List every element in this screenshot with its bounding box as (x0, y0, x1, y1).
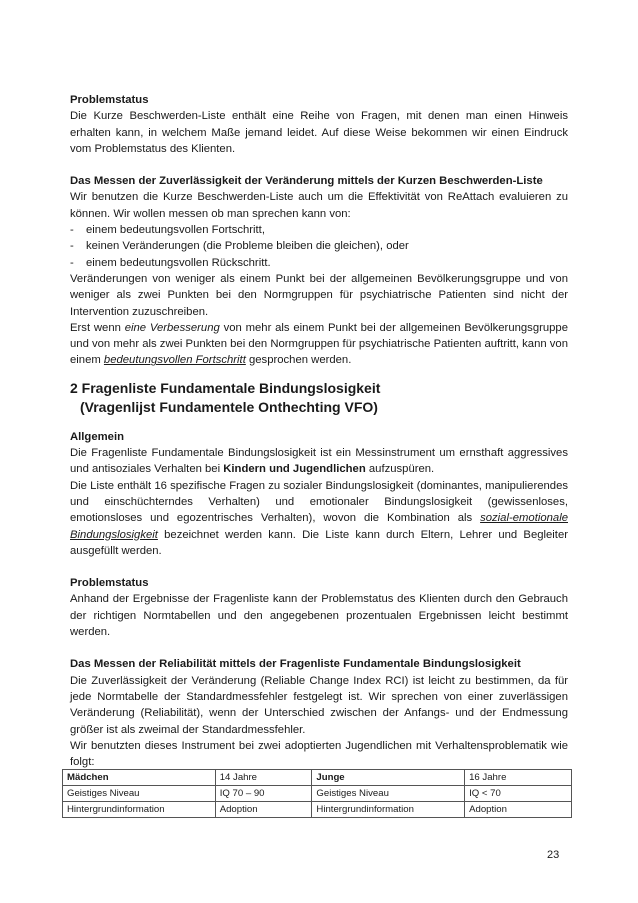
measure-paragraph-improvement: Erst wenn eine Verbesserung von mehr als einem Punkt bei der allgemeinen Bevölkerungsgruppe und von mehr als zwei Punkten bei den Normgruppen für psychiatrische Patienten auftritt, kann von einem bedeutungsvollen Fortschritt gesprochen werden. (70, 321, 568, 367)
problemstatus-heading: Problemstatus (70, 94, 149, 106)
table-row (63, 786, 572, 802)
measure-paragraph: Veränderungen von weniger als einem Punkt bei der allgemeinen Bevölkerungsgruppe und von weniger als zwei Punkten bei den Normgruppen für psychiatrische Patienten sind nicht der Intervention zuzuschreiben. (70, 272, 568, 318)
table-cell: Adoption (465, 802, 572, 818)
adoption-info-table (62, 769, 572, 818)
page-body (70, 92, 568, 770)
problemstatus-paragraph-2: Anhand der Ergebnisse der Fragenliste kann der Problemstatus des Klienten durch den Gebrauch der richtigen Normtabellen und den angegebenen prozentualen Ergebnissen leicht bestimmt werden. (70, 593, 568, 639)
allgemein-heading: Allgemein (70, 430, 124, 443)
problemstatus-heading-2: Problemstatus (70, 577, 149, 590)
list-item: - keinen Veränderungen (die Probleme bleiben die gleichen), oder (70, 238, 568, 254)
table-cell: 16 Jahre (465, 770, 572, 786)
problemstatus-paragraph: Die Kurze Beschwerden-Liste enthält eine Reihe von Fragen, mit denen man einen Hinweis erhalten kann, in welchem Maße jemand leidet. Auf diese Weise bekommen wir einen Eindruck vom Problemstatus des Klienten. (70, 110, 568, 155)
table-cell: 14 Jahre (215, 770, 312, 786)
table-cell: Hintergrundinformation (63, 802, 216, 818)
table-row (63, 802, 572, 818)
table-cell: IQ < 70 (465, 786, 572, 802)
change-list (70, 222, 568, 271)
reliability-paragraph: Die Zuverlässigkeit der Veränderung (Reliable Change Index RCI) ist leicht zu bestimmen, da für jede Normtabelle der Standardmessfehler festgelegt ist. Wir sprechen von einer zuverlässigen Veränderung (Reliabilität), wenn der Unterschied zwischen der Anfangs- und der Endmessung größer ist als zweimal der Standardmessfehler. (70, 674, 568, 736)
section-title-sub: (Vragenlijst Fundamentele Onthechting VFO) (80, 398, 378, 415)
section-title-main: 2 Fragenliste Fundamentale Bindungslosigkeit (70, 379, 381, 396)
page-number: 23 (547, 849, 560, 861)
reliability-heading: Das Messen der Reliabilität mittels der Fragenliste Fundamentale Bindungslosigkeit (70, 658, 521, 671)
table-cell: Junge (312, 770, 465, 786)
table-cell: IQ 70 – 90 (215, 786, 312, 802)
table-row (63, 770, 572, 786)
table-cell: Adoption (215, 802, 312, 818)
allgemein-paragraph-1: Die Fragenliste Fundamentale Bindungslosigkeit ist ein Messinstrument um ernsthaft aggressives und antisoziales Verhalten bei Kindern und Jugendlichen aufzuspüren. (70, 447, 568, 476)
section-title (70, 379, 568, 417)
table-cell: Hintergrundinformation (312, 802, 465, 818)
table-cell: Geistiges Niveau (63, 786, 216, 802)
measure-intro: Wir benutzen die Kurze Beschwerden-Liste auch um die Effektivität von ReAttach evaluieren zu können. Wir wollen messen ob man sprechen kann von: (70, 191, 568, 220)
table-cell: Geistiges Niveau (312, 786, 465, 802)
allgemein-paragraph-2: Die Liste enthält 16 spezifische Fragen zu sozialer Bindungslosigkeit (dominantes, manipulierendes und einschüchterndes Verhalten) und emotionaler Bindungslosigkeit (gewissenloses, emotionsloses und egozentrisches Verhalten), wovon die Kombination als sozial-emotionale Bindungslosigkeit bezeichnet werden kann. Die Liste kann durch Eltern, Lehrer und Begleiter ausgefüllt werden. (70, 479, 568, 557)
list-item: - einem bedeutungsvollen Fortschritt, (70, 222, 568, 238)
measure-heading: Das Messen der Zuverlässigkeit der Veränderung mittels der Kurzen Beschwerden-Liste (70, 175, 543, 188)
reliability-paragraph-2: Wir benutzten dieses Instrument bei zwei adoptierten Jugendlichen mit Verhaltensproblematik wie folgt: (70, 739, 568, 769)
list-item: - einem bedeutungsvollen Rückschritt. (70, 255, 568, 271)
table-cell: Mädchen (63, 770, 216, 786)
